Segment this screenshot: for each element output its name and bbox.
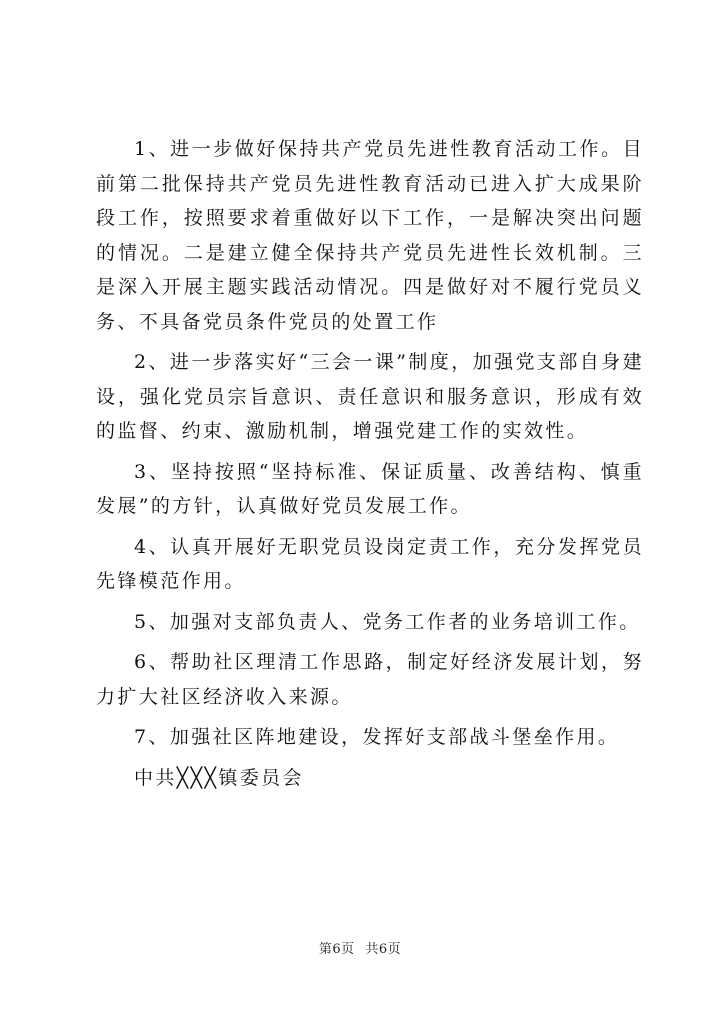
paragraph-3: 3、坚持按照“坚持标准、保证质量、改善结构、慎重发展”的方针，认真做好党员发展工作。 [96,460,644,517]
paragraph-7: 7、加强社区阵地建设，发挥好支部战斗堡垒作用。 [134,726,620,748]
page-footer [0,938,720,957]
paragraph-4: 4、认真开展好无职党员设岗定责工作，充分发挥党员先锋模范作用。 [96,535,644,592]
paragraph-6: 6、帮助社区理清工作思路，制定好经济发展计划，努力扩大社区经济收入来源。 [96,651,644,708]
paragraph-2: 2、进一步落实好“三会一课”制度，加强党支部自身建设，强化党员宗旨意识、责任意识和服务意识，形成有效的监督、约束、激励机制，增强党建工作的实效性。 [96,351,644,442]
paragraph-5: 5、加强对支部负责人、党务工作者的业务培训工作。 [134,610,641,633]
page-total: 共6页 [365,942,402,957]
paragraph-1: 1、进一步做好保持共产党员先进性教育活动工作。目前第二批保持共产党员先进性教育活动已进入扩大成果阶段工作，按照要求着重做好以下工作，一是解决突出问题的情况。二是建立健全保持共产党员先进性长效机制。三是深入开展主题实践活动情况。四是做好对不履行党员义务、不具备党员条件党员的处置工作 [96,138,644,333]
page-number: 第6页 [318,942,355,957]
signature-line: 中共╳╳╳镇委员会 [134,766,304,789]
document-body [96,132,644,801]
